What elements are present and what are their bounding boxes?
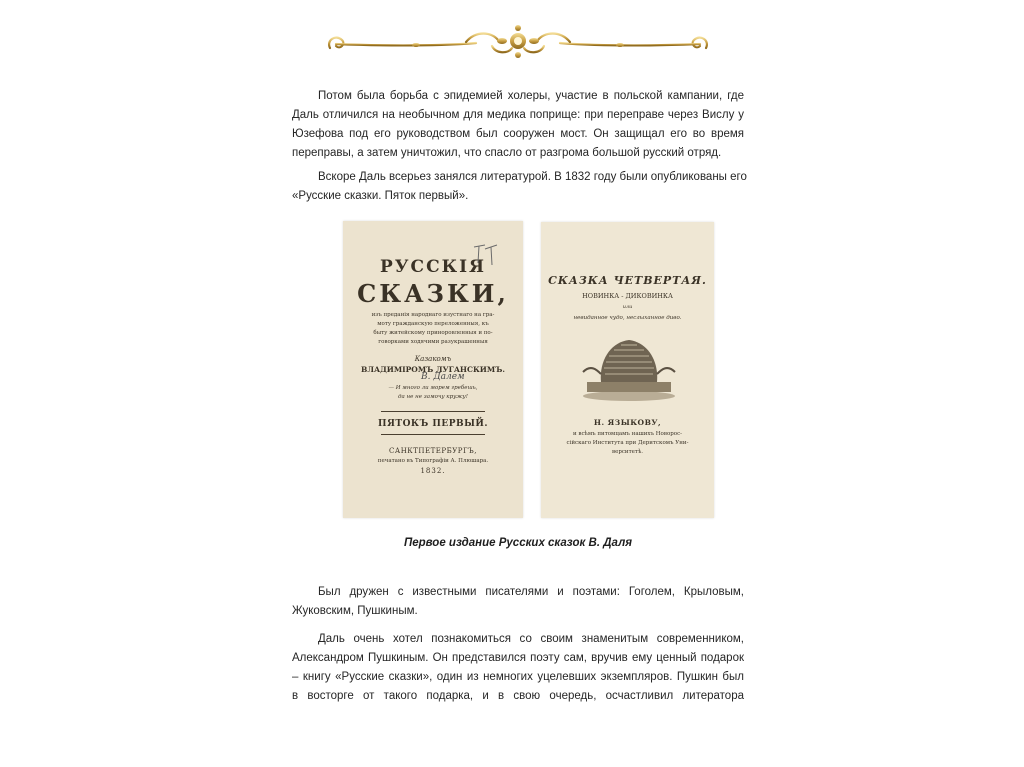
text-line: Вскоре Даль всерьез занялся литературой. В 1832 году были опубликованы его: [318, 171, 747, 183]
book-dedication: Н. ЯЗЫКОВУ,: [593, 418, 662, 427]
text-line: «Русские сказки. Пяток первый».: [292, 190, 469, 202]
book-subtitle-line: моту гражданскую переложенныя, къ: [377, 321, 489, 327]
text-line: Юзефова под его руководством был сооружен мост. Он защищал его во время: [292, 128, 744, 140]
book-epigraph-line: — И много ли морем гребешь,: [388, 385, 478, 391]
text-line: в восторге от такого подарка, и в свою очередь, осчастливил литератора: [292, 690, 744, 702]
beehive-illustration: [581, 332, 677, 402]
text-line: Даль отличился на необычном для медика поприще: при переправе через Вислу у: [292, 109, 744, 121]
book-city: САНКТПЕТЕРБУРГЪ,: [389, 447, 477, 455]
book-year: 1832.: [420, 467, 446, 475]
book-subtitle-line: быту житейскому приноровленныя и по-: [373, 330, 493, 336]
book-part: ПЯТОКЪ ПЕРВЫЙ.: [377, 419, 489, 429]
book-printer: печатано въ Типографіи А. Плюшара.: [377, 458, 489, 464]
paragraph-cholera: [292, 87, 744, 163]
text-line: переправы, а затем уничтожил, что спасло от разгрома большой русский отряд.: [292, 147, 722, 159]
book-title-page-left: [343, 221, 523, 518]
book-tale-title: СКАЗКА ЧЕТВЕРТАЯ.: [548, 274, 707, 287]
book-by: Казакомъ: [414, 355, 452, 363]
handwritten-mark: [471, 241, 501, 269]
book-title-line1: РУССКІЯ: [379, 257, 487, 277]
paragraph-friends: [292, 583, 744, 621]
book-tale-ili: или: [622, 304, 633, 310]
book-title-line2: СКАЗКИ,: [357, 279, 509, 308]
book-tale-subtitle: НОВИНКА - ДИКОВИНКА: [582, 292, 673, 300]
decorative-ornament: [316, 24, 720, 60]
book-dedication-line: и всѣмъ питомцамъ нашихъ Новорос-: [572, 431, 683, 437]
text-line: Даль очень хотел познакомиться со своим знаменитым современником,: [318, 633, 744, 645]
handwritten-note: В. Далем: [421, 372, 465, 382]
book-title-page-right: [541, 222, 714, 518]
book-epigraph-line: да не не замочу кружу!: [398, 394, 468, 400]
book-author: ВЛАДИМІРОМЪ ЛУГАНСКИМЪ.: [361, 365, 505, 374]
paragraph-pushkin: [292, 630, 744, 706]
book-dedication-line: верситетѣ.: [611, 449, 644, 455]
book-dedication-line: сійскаго Института при Деритскомъ Уни-: [566, 440, 689, 446]
divider-rule: [381, 434, 485, 435]
text-line: Потом была борьба с эпидемией холеры, участие в польской кампании, где: [318, 90, 744, 102]
text-line: – книгу «Русские сказки», один из немногих уцелевших экземпляров. Пушкин был: [292, 671, 744, 683]
book-subtitle-line: говорками ходячими разукрашенныя: [378, 339, 488, 345]
text-line: Александром Пушкиным. Он представился поэту сам, вручив ему ценный подарок: [292, 652, 744, 664]
text-line: Жуковским, Пушкиным.: [292, 605, 418, 617]
book-subtitle-line: изъ преданія народнаго изустнаго на гра-: [371, 312, 495, 318]
book-tale-line: невиданное чудо, неслыханное диво.: [573, 315, 682, 321]
paragraph-literature: [292, 168, 747, 206]
divider-rule: [381, 411, 485, 412]
text-line: Был дружен с известными писателями и поэтами: Гоголем, Крыловым,: [318, 586, 744, 598]
image-caption: Первое издание Русских сказок В. Даля: [403, 537, 633, 549]
